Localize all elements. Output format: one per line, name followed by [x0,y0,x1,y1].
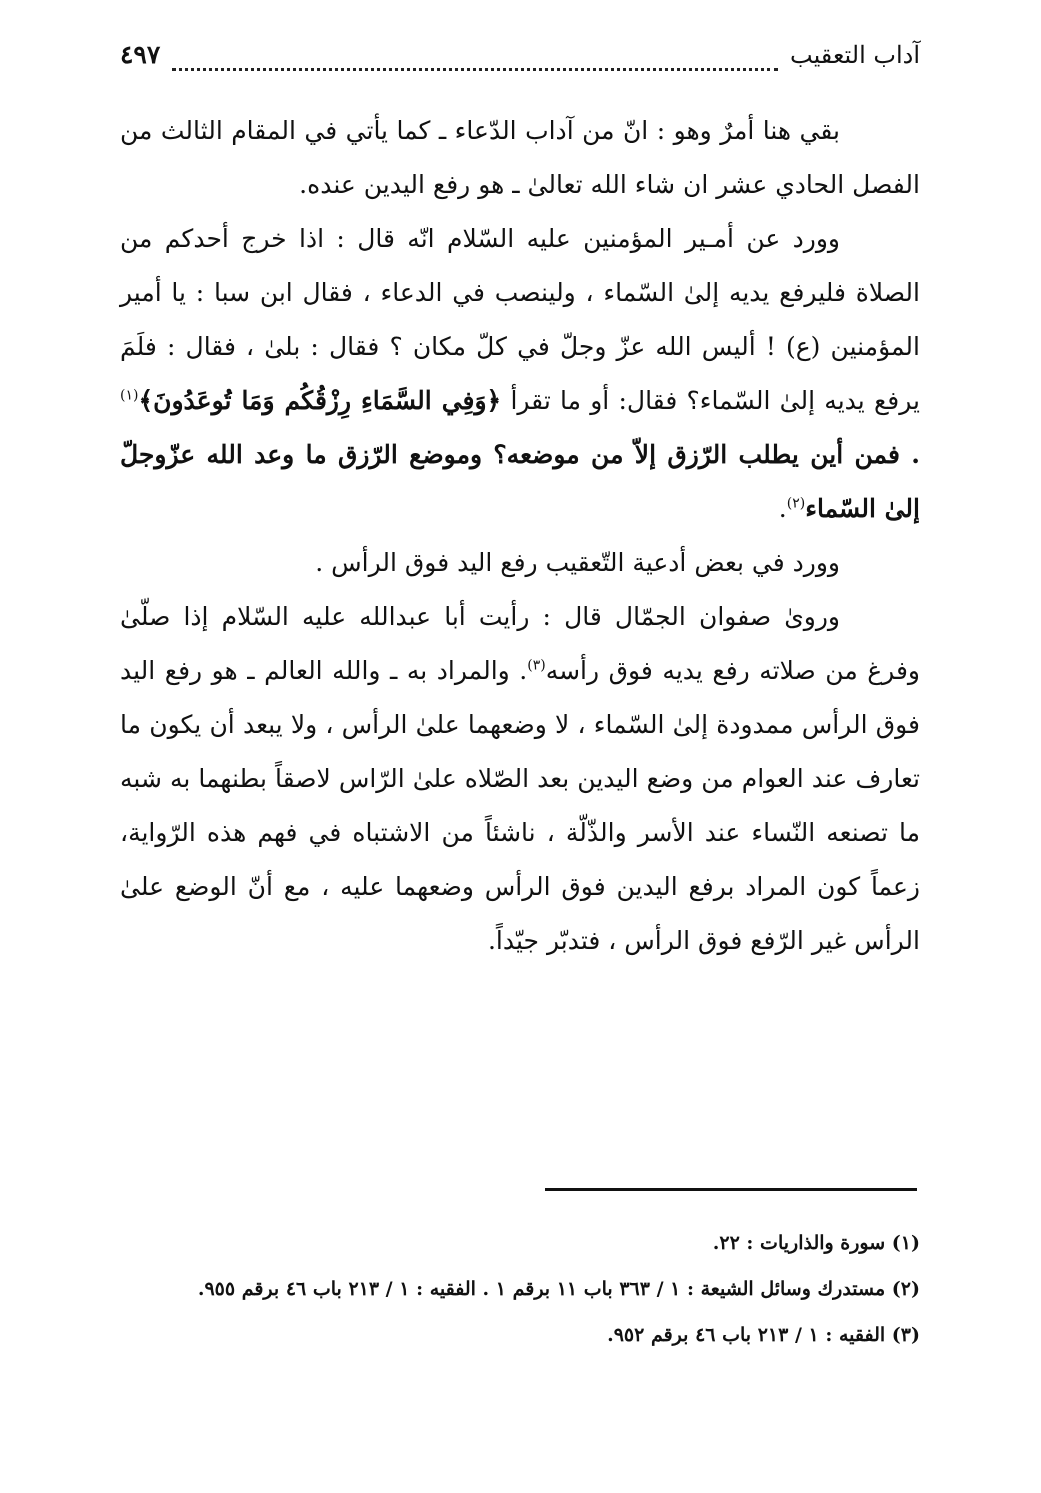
footnote-3: (٣) الفقيه : ١ / ٢١٣ باب ٤٦ برقم ٩٥٢. [607,1324,920,1346]
header-title: آداب التعقيب [790,41,920,69]
paragraph-3-text: وورد في بعض أدعية التّعقيب رفع اليد فوق الرأس . [315,548,840,577]
paragraph-1 [120,104,920,212]
paragraph-4-text-a: ورویٰ صفوان الجمّال قال : رأيت أبا عبدالله عليه السّلام إذا صلّىٰ وفرغ من صلاته رفع يديه فوق رأسه [120,602,920,685]
paragraph-4-text-b: . والمراد به ـ والله العالم ـ هو رفع اليد فوق الرأس ممدودة إلىٰ السّماء ، لا وضعهما علىٰ الرأس ، ولا يبعد أن يكون ما تعارف عند العوام من وضع اليدين بعد الصّلاه علىٰ الرّاس لاصقاً بطنهما به شبه ما تصنعه النّساء عند الأسر والذّلّة ، ناشئاً من الاشتباه في فهم هذه الرّواية، زعماً كون المراد برفع اليدين فوق الرأس وضعهما عليه ، مع أنّ الوضع علىٰ الرأس غير الرّفع فوق الرأس ، فتدبّر جيّداً. [120,656,920,955]
footnote-separator [545,1188,917,1191]
footnote-ref-2[interactable]: (٢) [786,495,806,512]
header-dotted-leader [172,68,778,71]
quran-verse: ﴿وَفِي السَّمَاءِ رِزْقُكُم وَمَا تُوعَدُونَ﴾ [138,386,502,415]
main-text [120,104,920,968]
page-number: ٤٩٧ [120,40,161,69]
paragraph-4 [120,590,920,968]
paragraph-3 [120,536,920,590]
paragraph-2-text-b: . فمن أين يطلب الرّزق إلاّ من موضعه؟ وموضع الرّزق ما وعد الله عزّوجلّ إلىٰ السّماء [120,440,920,523]
footnote-2: (٢) مستدرك وسائل الشيعة : ١ / ٣٦٣ باب ١١ برقم ١ . الفقيه : ١ / ٢١٣ باب ٤٦ برقم ٩٥٥. [197,1278,920,1300]
paragraph-2-text-a: وورد عن أمـير المؤمنين عليه السّلام انّه قال : اذا خرج أحدكم من الصلاة فليرفع يديه إلىٰ السّماء ، ولينصب في الدعاء ، فقال ابن سبا : يا أمير المؤمنين (ع) ! أليس الله عزّ وجلّ في كلّ مكان ؟ فقال : بلىٰ ، فقال : فلَمَ يرفع يديه إلىٰ السّماء؟ فقال: أو ما تقرأ [120,224,920,415]
running-header [120,40,920,86]
footnotes [120,1220,920,1358]
paragraph-2-end: . [778,494,787,523]
footnote-ref-3[interactable]: (٣) [527,657,546,674]
paragraph-2 [120,212,920,536]
footnote-1: (١) سورة والذاريات : ٢٢. [712,1232,920,1254]
paragraph-1-text: بقي هنا أمرٌ وهو : انّ من آداب الدّعاء ـ كما يأتي في المقام الثالث من الفصل الحادي عشر ان شاء الله تعالىٰ ـ هو رفع اليدين عنده. [120,116,920,199]
footnote-ref-1[interactable]: (١) [120,387,139,404]
